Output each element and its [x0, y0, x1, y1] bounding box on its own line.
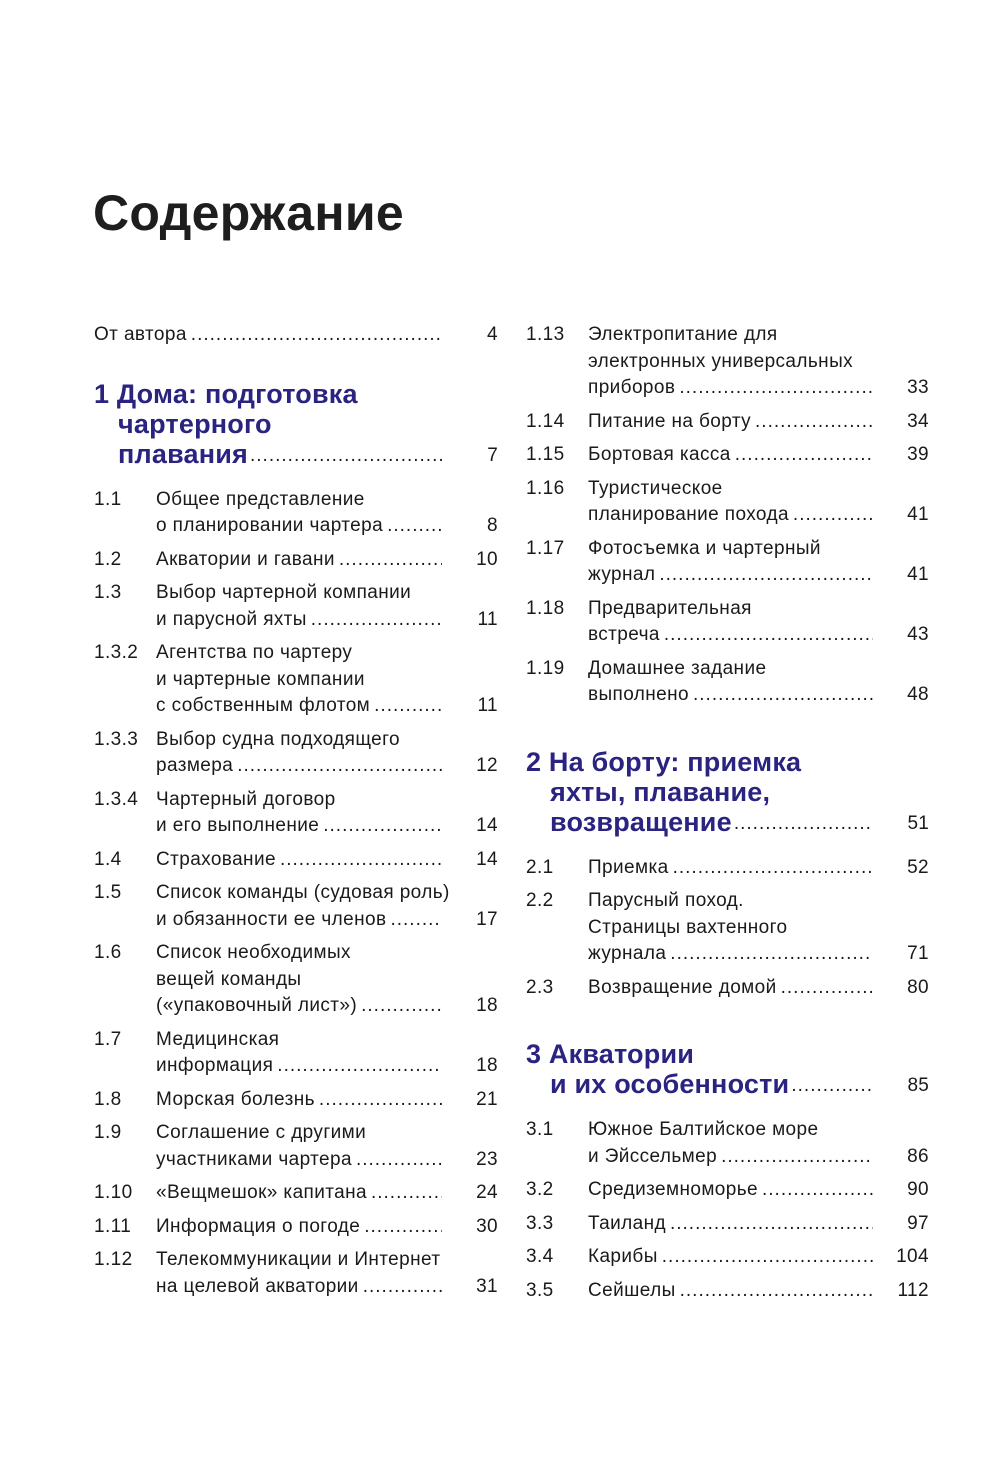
entry-title: Страницы вахтенного: [588, 916, 788, 938]
entry-line: [588, 476, 929, 503]
entry-line: [156, 1053, 498, 1080]
entry-line: [156, 547, 498, 574]
dot-leader: [673, 855, 873, 882]
entry-number: 1.3.3: [94, 728, 139, 750]
toc-entry[interactable]: [526, 1211, 929, 1238]
dot-leader: [781, 975, 873, 1002]
page-number: 4: [487, 324, 498, 345]
entry-title: Туристическое: [588, 477, 723, 499]
dot-leader: [680, 1278, 873, 1305]
toc-entry[interactable]: [526, 1244, 929, 1271]
entry-line: [156, 1087, 498, 1114]
entry-title: о планировании чартера: [156, 515, 384, 536]
entry-text: [156, 487, 498, 540]
entry-line: [156, 580, 498, 607]
page-number: 18: [476, 995, 498, 1016]
dot-leader: [662, 1244, 873, 1271]
entry-line: [588, 409, 929, 436]
entry-title: Карибы: [588, 1246, 658, 1267]
entry-title: информация: [156, 1055, 274, 1076]
page-title: Содержание: [93, 185, 405, 241]
entry-title: Приемка: [588, 856, 669, 878]
entry-title: и чартерные компании: [156, 668, 365, 690]
chapter-title: и их особенности: [550, 1069, 790, 1099]
page-number: 14: [476, 815, 498, 836]
dot-leader: [670, 941, 873, 968]
entry-title: «Вещмешок» капитана: [156, 1182, 367, 1203]
entry-title: Таиланд: [588, 1212, 666, 1234]
toc-entry[interactable]: [526, 476, 929, 529]
entry-title: приборов: [588, 377, 676, 398]
entry-number: 3.5: [526, 1279, 554, 1301]
entry-text: [156, 727, 498, 780]
entry-title: Южное Балтийское море: [588, 1119, 819, 1140]
entry-title: с собственным флотом: [156, 695, 371, 716]
entry-number: 1.3.2: [94, 642, 139, 663]
dot-leader: [762, 1177, 873, 1204]
chapter-title-line: [526, 777, 929, 807]
entry-text: [588, 442, 929, 469]
dot-leader: [387, 513, 442, 540]
entry-title: и Эйссельмер: [588, 1145, 718, 1167]
entry-line: [156, 787, 498, 814]
chapter-title-line: [526, 1039, 929, 1069]
entry-number: 3.3: [526, 1212, 554, 1234]
page-number: 86: [907, 1145, 929, 1167]
entry-line: [588, 1177, 929, 1204]
entry-title: Бортовая касса: [588, 444, 731, 465]
dot-leader: [364, 1214, 442, 1241]
entry-line: [588, 1244, 929, 1271]
entry-title: Предварительная: [588, 597, 752, 619]
entry-title: Выбор чартерной компании: [156, 582, 412, 603]
entry-text: [156, 880, 498, 933]
entry-line: [156, 1027, 498, 1054]
entry-line: [156, 693, 498, 720]
dot-leader: [250, 443, 442, 469]
page-number: 85: [907, 1075, 929, 1096]
entry-line: [588, 349, 929, 376]
entry-number: 2.1: [526, 856, 554, 878]
toc-entry[interactable]: [94, 547, 498, 574]
chapter-title-line: [526, 747, 929, 777]
entry-number: 1.3: [94, 582, 122, 603]
entry-number: 3.4: [526, 1246, 554, 1267]
entry-number: 1.17: [526, 537, 565, 559]
dot-leader: [693, 682, 873, 709]
entry-title: и его выполнение: [156, 815, 320, 836]
entry-line: [588, 1278, 929, 1305]
entry-line: [156, 513, 498, 540]
entry-text: [588, 888, 929, 968]
chapter-title: Акватории: [548, 1039, 695, 1069]
toc-entry[interactable]: [526, 855, 929, 882]
dot-leader: [374, 693, 442, 720]
entry-line: [588, 562, 929, 589]
entry-number: 3.1: [526, 1119, 554, 1140]
entry-line: [588, 975, 929, 1002]
entry-title: и парусной яхты: [156, 608, 307, 630]
toc-column-left: [94, 322, 498, 1307]
page-number: 24: [476, 1182, 498, 1203]
toc-entry[interactable]: [526, 656, 929, 709]
dot-leader: [311, 607, 442, 634]
chapter-title-line: [526, 807, 929, 837]
entry-line: [588, 1211, 929, 1238]
entry-number: 1.18: [526, 597, 565, 619]
entry-text: [156, 1214, 498, 1241]
entry-line: [588, 915, 929, 942]
dot-leader: [734, 811, 873, 837]
page-number: 30: [476, 1215, 498, 1237]
dot-leader: [664, 622, 873, 649]
dot-leader: [659, 562, 873, 589]
chapter-title: яхты, плавание,: [550, 776, 771, 807]
entry-text: [588, 536, 929, 589]
entry-title: Сейшелы: [588, 1279, 676, 1301]
entry-line: [156, 1180, 498, 1207]
entry-number: 2.2: [526, 890, 554, 911]
chapter-title-line: [526, 1069, 929, 1099]
entry-title: Соглашение с другими: [156, 1122, 367, 1143]
chapter-title: На борту: приемка: [548, 746, 802, 777]
toc-entry[interactable]: [94, 1027, 498, 1080]
entry-text: [156, 547, 498, 574]
entry-line: [94, 322, 498, 349]
page-number: 52: [907, 856, 929, 878]
entry-title: журнала: [588, 943, 667, 964]
dot-leader: [679, 375, 873, 402]
entry-text: [588, 409, 929, 436]
entry-line: [588, 536, 929, 563]
page-number: 14: [476, 848, 498, 870]
page-number: 112: [897, 1279, 929, 1301]
entry-title: Домашнее задание: [588, 657, 767, 679]
entry-number: 1.10: [94, 1182, 133, 1203]
entry-title: Список необходимых: [156, 942, 351, 963]
dot-leader: [277, 1053, 442, 1080]
entry-title: электронных универсальных: [588, 350, 854, 372]
entry-number: 1.1: [94, 488, 122, 510]
dot-leader: [191, 322, 442, 349]
dot-leader: [361, 993, 442, 1020]
entry-number: 1.9: [94, 1122, 122, 1143]
toc-entry[interactable]: [526, 888, 929, 968]
page-number: 104: [896, 1246, 929, 1267]
entry-number: 1.16: [526, 477, 565, 499]
entry-line: [156, 907, 498, 934]
entry-text: [588, 1244, 929, 1271]
entry-text: [94, 322, 498, 349]
chapter-title: Дома: подготовка: [116, 378, 358, 409]
entry-line: [588, 442, 929, 469]
chapter-title-line: [94, 409, 498, 439]
entry-title: Общее представление: [156, 488, 365, 510]
toc-entry[interactable]: [94, 880, 498, 933]
page-number: 48: [907, 684, 929, 705]
toc-entry[interactable]: [94, 1120, 498, 1173]
dot-leader: [371, 1180, 442, 1207]
toc-entry[interactable]: [94, 940, 498, 1020]
entry-text: [588, 1117, 929, 1170]
entry-title: Чартерный договор: [156, 788, 336, 810]
page-number: 41: [907, 564, 929, 585]
entry-title: Электропитание для: [588, 324, 778, 345]
toc-entry[interactable]: [94, 847, 498, 874]
entry-title: участниками чартера: [156, 1148, 352, 1170]
page-number: 8: [487, 515, 498, 536]
toc-entry[interactable]: [94, 1247, 498, 1300]
toc-entry[interactable]: [526, 975, 929, 1002]
entry-title: Акватории и гавани: [156, 548, 335, 570]
entry-line: [156, 1247, 498, 1274]
entry-number: 1.14: [526, 410, 565, 432]
entry-line: [156, 967, 498, 994]
toc-entry[interactable]: [94, 487, 498, 540]
entry-text: [156, 1180, 498, 1207]
entry-line: [588, 941, 929, 968]
page-number: 97: [907, 1212, 929, 1234]
entry-title: Страхование: [156, 848, 276, 870]
entry-number: 1.8: [94, 1088, 122, 1110]
entry-number: 2.3: [526, 976, 554, 998]
chapter-heading[interactable]: [526, 747, 929, 837]
toc-column-right: [526, 322, 929, 1311]
toc-entry[interactable]: [526, 322, 929, 402]
dot-leader: [721, 1144, 873, 1171]
dot-leader: [363, 1274, 442, 1301]
entry-text: [588, 476, 929, 529]
entry-title: планирование похода: [588, 504, 789, 525]
entry-line: [588, 855, 929, 882]
entry-text: [588, 322, 929, 402]
entry-line: [156, 667, 498, 694]
entry-number: 1.5: [94, 882, 122, 903]
entry-line: [588, 502, 929, 529]
entry-line: [156, 813, 498, 840]
toc-entry[interactable]: [526, 442, 929, 469]
entry-text: [588, 1211, 929, 1238]
chapter-title-line: [94, 439, 498, 469]
page-number: 43: [907, 624, 929, 645]
toc-entry[interactable]: [526, 536, 929, 589]
entry-line: [156, 847, 498, 874]
entry-line: [156, 1274, 498, 1301]
entry-line: [156, 1120, 498, 1147]
toc-entry[interactable]: [526, 596, 929, 649]
toc-entry[interactable]: [94, 787, 498, 840]
chapter-number: 3: [526, 1039, 549, 1069]
entry-number: 3.2: [526, 1179, 554, 1200]
chapter-title-line: [94, 379, 498, 409]
page-number: 18: [476, 1055, 498, 1076]
entry-text: [588, 1278, 929, 1305]
entry-title: журнал: [588, 564, 656, 585]
page-number: 41: [907, 504, 929, 525]
entry-line: [156, 880, 498, 907]
dot-leader: [339, 547, 442, 574]
entry-line: [156, 487, 498, 514]
page-number: 90: [907, 1179, 929, 1200]
toc-entry[interactable]: [526, 1177, 929, 1204]
toc-entry-author[interactable]: [94, 322, 498, 349]
toc-entry[interactable]: [94, 1087, 498, 1114]
dot-leader: [793, 502, 873, 529]
entry-title: («упаковочный лист»): [156, 995, 358, 1016]
entry-line: [588, 322, 929, 349]
entry-number: 1.15: [526, 444, 565, 465]
dot-leader: [280, 847, 442, 874]
entry-title: встреча: [588, 624, 660, 645]
page-number: 7: [487, 444, 498, 466]
entry-title: Информация о погоде: [156, 1215, 361, 1237]
dot-leader: [791, 1073, 873, 1099]
entry-text: [156, 640, 498, 720]
dot-leader: [323, 813, 442, 840]
entry-title: Морская болезнь: [156, 1088, 315, 1110]
entry-title: Фотосъемка и чартерный: [588, 537, 821, 559]
chapter-number: 2: [526, 746, 549, 777]
entry-title: вещей команды: [156, 968, 302, 990]
entry-title: на целевой акватории: [156, 1275, 359, 1297]
entry-title: Возвращение домой: [588, 976, 777, 998]
entry-title: и обязанности ее членов: [156, 908, 387, 930]
entry-title: Медицинская: [156, 1028, 280, 1050]
entry-number: 1.11: [94, 1215, 132, 1237]
entry-line: [588, 622, 929, 649]
entry-number: 1.4: [94, 848, 122, 870]
dot-leader: [319, 1087, 442, 1114]
entry-text: [588, 596, 929, 649]
page-number: 39: [907, 444, 929, 465]
entry-text: [156, 580, 498, 633]
page-number: 10: [476, 548, 498, 570]
entry-line: [156, 1147, 498, 1174]
entry-title: Средиземноморье: [588, 1179, 758, 1200]
page-number: 34: [907, 410, 929, 432]
entry-line: [156, 607, 498, 634]
entry-title: От автора: [94, 324, 187, 345]
entry-text: [588, 855, 929, 882]
entry-text: [156, 1120, 498, 1173]
entry-number: 1.12: [94, 1249, 133, 1270]
page-number: 17: [476, 908, 498, 930]
entry-line: [588, 375, 929, 402]
entry-text: [588, 975, 929, 1002]
page-number: 51: [907, 812, 929, 834]
toc-entry[interactable]: [94, 1214, 498, 1241]
entry-line: [588, 888, 929, 915]
toc-entry[interactable]: [94, 580, 498, 633]
dot-leader: [356, 1147, 442, 1174]
entry-text: [156, 787, 498, 840]
chapter-title: возвращение: [550, 806, 732, 837]
chapter-title: чартерного: [118, 408, 272, 439]
page-number: 11: [477, 695, 498, 716]
toc-entry[interactable]: [526, 409, 929, 436]
entry-number: 1.7: [94, 1028, 122, 1050]
dot-leader: [237, 753, 442, 780]
entry-line: [156, 727, 498, 754]
entry-text: [156, 1027, 498, 1080]
page-number: 31: [476, 1275, 498, 1297]
page-number: 21: [476, 1088, 498, 1110]
entry-text: [588, 656, 929, 709]
entry-title: Парусный поход.: [588, 890, 744, 911]
entry-title: выполнено: [588, 684, 689, 705]
dot-leader: [390, 907, 442, 934]
entry-title: Выбор судна подходящего: [156, 728, 401, 750]
entry-number: 1.13: [526, 324, 565, 345]
entry-title: Агентства по чартеру: [156, 642, 353, 663]
dot-leader: [670, 1211, 873, 1238]
page-number: 12: [476, 755, 498, 776]
entry-number: 1.2: [94, 548, 122, 570]
page-number: 71: [907, 943, 929, 964]
entry-line: [156, 940, 498, 967]
entry-text: [156, 940, 498, 1020]
chapter-number: 1: [94, 378, 117, 409]
entry-line: [156, 993, 498, 1020]
toc-entry[interactable]: [94, 640, 498, 720]
page-number: 23: [476, 1148, 498, 1170]
entry-title: Телекоммуникации и Интернет: [156, 1249, 441, 1270]
chapter-heading[interactable]: [94, 379, 498, 469]
dot-leader: [755, 409, 873, 436]
entry-line: [588, 682, 929, 709]
entry-number: 1.6: [94, 942, 122, 963]
toc-entry[interactable]: [94, 727, 498, 780]
entry-text: [156, 1087, 498, 1114]
toc-entry[interactable]: [526, 1278, 929, 1305]
entry-text: [588, 1177, 929, 1204]
entry-number: 1.3.4: [94, 788, 139, 810]
entry-line: [156, 1214, 498, 1241]
entry-line: [588, 1144, 929, 1171]
entry-line: [156, 753, 498, 780]
entry-title: Список команды (судовая роль): [156, 882, 450, 903]
page-number: 11: [477, 608, 498, 630]
dot-leader: [735, 442, 873, 469]
entry-line: [156, 640, 498, 667]
entry-line: [588, 596, 929, 623]
page-number: 33: [907, 377, 929, 398]
entry-text: [156, 1247, 498, 1300]
entry-line: [588, 1117, 929, 1144]
toc-entry[interactable]: [94, 1180, 498, 1207]
entry-line: [588, 656, 929, 683]
toc-entry[interactable]: [526, 1117, 929, 1170]
entry-number: 1.19: [526, 657, 565, 679]
entry-title: Питание на борту: [588, 410, 752, 432]
entry-text: [156, 847, 498, 874]
chapter-title: плавания: [118, 438, 248, 469]
entry-title: размера: [156, 755, 234, 776]
chapter-heading[interactable]: [526, 1039, 929, 1099]
page-number: 80: [907, 976, 929, 998]
